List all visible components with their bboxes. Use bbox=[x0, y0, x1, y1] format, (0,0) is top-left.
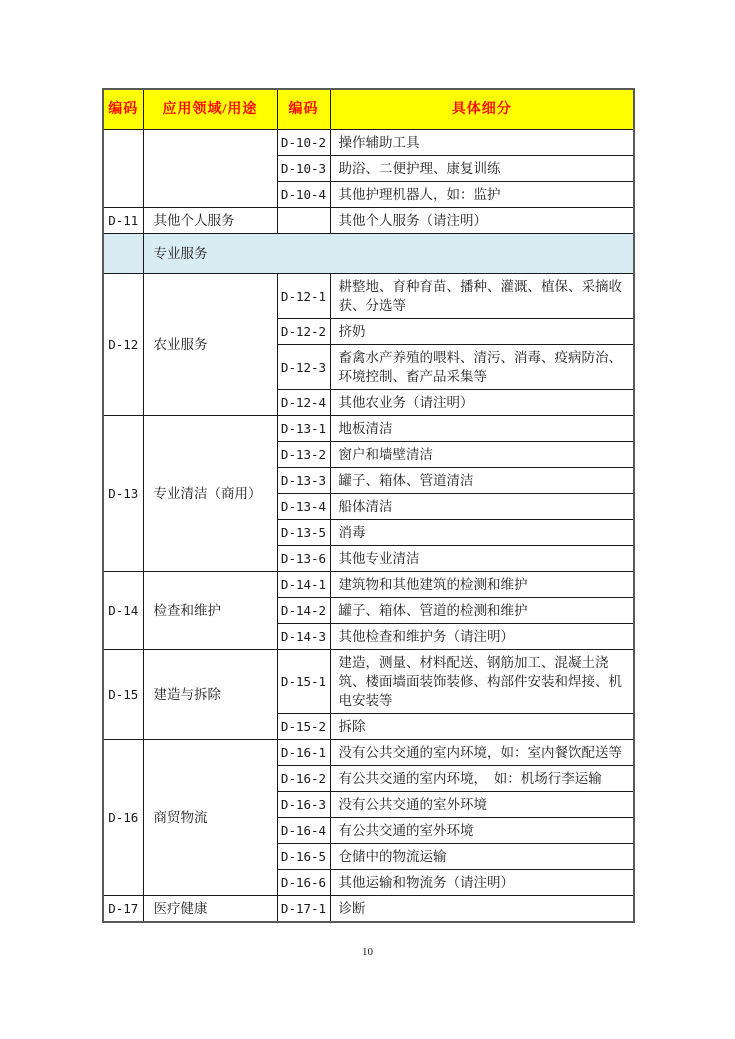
cell-detail: 其他护理机器人，如：监护 bbox=[330, 182, 634, 208]
cell-code: D-12-2 bbox=[277, 319, 330, 345]
cell-label: 医疗健康 bbox=[143, 896, 277, 923]
cell-detail: 拆除 bbox=[330, 714, 634, 740]
cell-detail: 窗户和墙壁清洁 bbox=[330, 442, 634, 468]
cell-code: D-11 bbox=[103, 208, 143, 234]
cell-detail: 其他检查和维护务（请注明） bbox=[330, 624, 634, 650]
header-row bbox=[103, 89, 634, 130]
page-number: 10 bbox=[362, 946, 373, 958]
cell-label: 检查和维护 bbox=[143, 572, 277, 650]
cell-detail: 耕整地、育种育苗、播种、灌溉、植保、采摘收获、分选等 bbox=[330, 274, 634, 319]
cell-detail: 地板清洁 bbox=[330, 416, 634, 442]
cell-code: D-15-1 bbox=[277, 650, 330, 714]
cell-code: D-10-2 bbox=[277, 130, 330, 156]
table-row bbox=[103, 208, 634, 234]
table-body bbox=[103, 130, 634, 923]
table-row bbox=[103, 572, 634, 598]
cell-code: D-12-3 bbox=[277, 345, 330, 390]
cell-code: D-17-1 bbox=[277, 896, 330, 923]
cell-detail: 畜禽水产养殖的喂料、清污、消毒、疫病防治、环境控制、畜产品采集等 bbox=[330, 345, 634, 390]
cell-code: D-14-3 bbox=[277, 624, 330, 650]
cell-code: D-17 bbox=[103, 896, 143, 923]
cell-code: D-10-3 bbox=[277, 156, 330, 182]
column-header: 编码 bbox=[277, 89, 330, 130]
cell-code: D-10-4 bbox=[277, 182, 330, 208]
cell-detail: 其他农业务（请注明） bbox=[330, 390, 634, 416]
cell-detail: 没有公共交通的室内环境，如：室内餐饮配送等 bbox=[330, 740, 634, 766]
cell-detail: 其他个人服务（请注明） bbox=[330, 208, 634, 234]
table-row bbox=[103, 740, 634, 766]
cell-detail: 操作辅助工具 bbox=[330, 130, 634, 156]
cell-detail: 其他运输和物流务（请注明） bbox=[330, 870, 634, 896]
cell-code bbox=[103, 130, 143, 208]
cell-code: D-12 bbox=[103, 274, 143, 416]
cell-detail: 罐子、箱体、管道清洁 bbox=[330, 468, 634, 494]
cell-detail: 有公共交通的室外环境 bbox=[330, 818, 634, 844]
column-header: 具体细分 bbox=[330, 89, 634, 130]
cell-code: D-14 bbox=[103, 572, 143, 650]
cell-detail: 助浴、二便护理、康复训练 bbox=[330, 156, 634, 182]
cell-label bbox=[143, 130, 277, 208]
cell-code: D-13-6 bbox=[277, 546, 330, 572]
table-row bbox=[103, 896, 634, 923]
cell-detail: 挤奶 bbox=[330, 319, 634, 345]
cell-label: 商贸物流 bbox=[143, 740, 277, 896]
cell-code: D-16-2 bbox=[277, 766, 330, 792]
cell-code: D-16-5 bbox=[277, 844, 330, 870]
cell-code: D-16-3 bbox=[277, 792, 330, 818]
table-row bbox=[103, 416, 634, 442]
cell-code: D-16-6 bbox=[277, 870, 330, 896]
cell-code: D-13 bbox=[103, 416, 143, 572]
cell-detail: 罐子、箱体、管道的检测和维护 bbox=[330, 598, 634, 624]
cell-code: D-16 bbox=[103, 740, 143, 896]
cell-code: D-15 bbox=[103, 650, 143, 740]
cell-code bbox=[103, 234, 143, 274]
table-row bbox=[103, 130, 634, 156]
cell-detail: 消毒 bbox=[330, 520, 634, 546]
cell-label: 农业服务 bbox=[143, 274, 277, 416]
cell-code: D-14-2 bbox=[277, 598, 330, 624]
cell-label: 其他个人服务 bbox=[143, 208, 277, 234]
cell-code bbox=[277, 208, 330, 234]
cell-detail: 仓储中的物流运输 bbox=[330, 844, 634, 870]
cell-label: 专业清洁（商用） bbox=[143, 416, 277, 572]
column-header: 编码 bbox=[103, 89, 143, 130]
table-row bbox=[103, 650, 634, 714]
classification-table bbox=[102, 88, 635, 923]
cell-code: D-15-2 bbox=[277, 714, 330, 740]
section-row bbox=[103, 234, 634, 274]
cell-code: D-13-2 bbox=[277, 442, 330, 468]
table-row bbox=[103, 274, 634, 319]
cell-code: D-12-4 bbox=[277, 390, 330, 416]
cell-code: D-13-1 bbox=[277, 416, 330, 442]
cell-detail: 建造，测量、材料配送、钢筋加工、混凝土浇筑、楼面墙面装饰装修、构部件安装和焊接、机电安装等 bbox=[330, 650, 634, 714]
cell-detail: 船体清洁 bbox=[330, 494, 634, 520]
cell-code: D-16-4 bbox=[277, 818, 330, 844]
cell-code: D-13-4 bbox=[277, 494, 330, 520]
cell-detail: 其他专业清洁 bbox=[330, 546, 634, 572]
table-header bbox=[103, 89, 634, 130]
cell-code: D-14-1 bbox=[277, 572, 330, 598]
cell-detail: 有公共交通的室内环境， 如：机场行李运输 bbox=[330, 766, 634, 792]
cell-code: D-12-1 bbox=[277, 274, 330, 319]
cell-detail: 没有公共交通的室外环境 bbox=[330, 792, 634, 818]
cell-code: D-13-5 bbox=[277, 520, 330, 546]
cell-label: 建造与拆除 bbox=[143, 650, 277, 740]
cell-code: D-13-3 bbox=[277, 468, 330, 494]
cell-detail: 诊断 bbox=[330, 896, 634, 923]
cell-section: 专业服务 bbox=[143, 234, 634, 274]
cell-code: D-16-1 bbox=[277, 740, 330, 766]
column-header: 应用领域/用途 bbox=[143, 89, 277, 130]
cell-detail: 建筑物和其他建筑的检测和维护 bbox=[330, 572, 634, 598]
